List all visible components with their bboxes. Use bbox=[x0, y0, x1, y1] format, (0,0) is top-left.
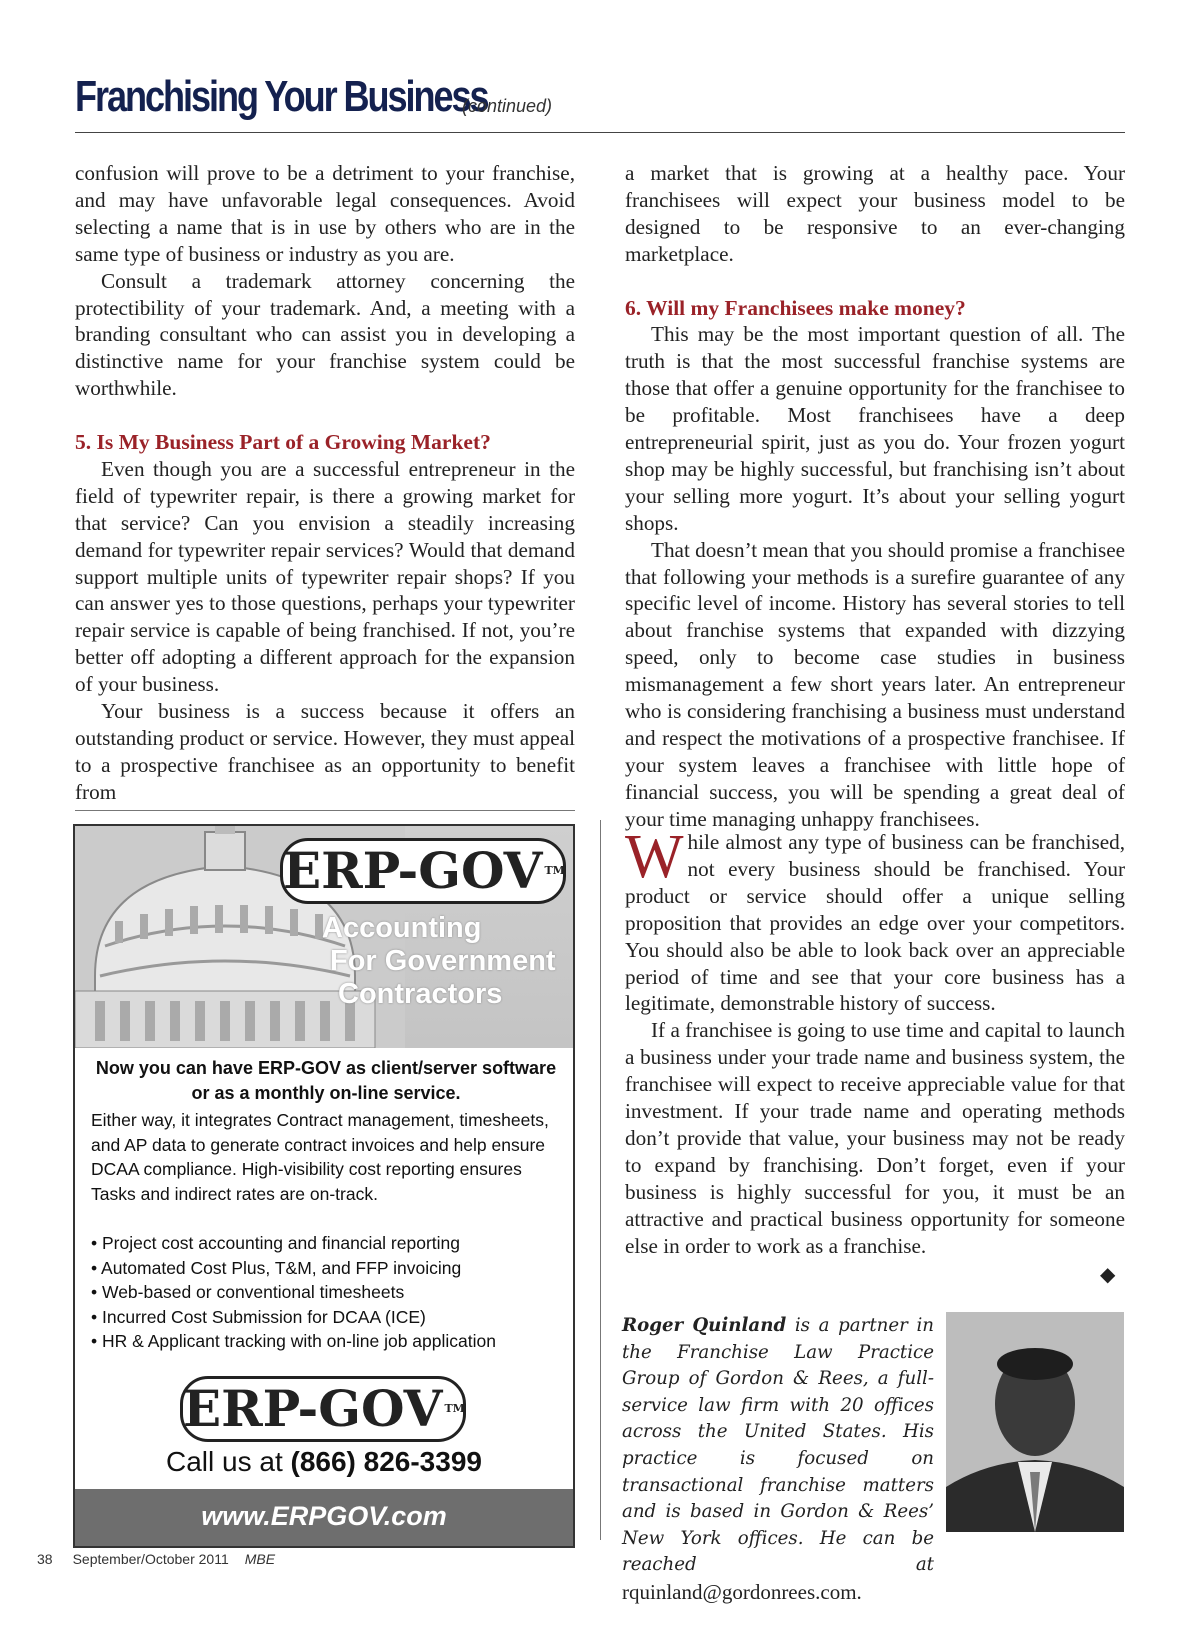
erp-gov-advertisement[interactable] bbox=[73, 824, 575, 1548]
drop-cap: W bbox=[625, 823, 684, 891]
issue-date: September/October 2011 bbox=[72, 1551, 229, 1567]
ad-tagline-line-1: Accounting bbox=[322, 912, 482, 944]
ad-phone-number[interactable]: (866) 826-3399 bbox=[290, 1446, 482, 1477]
section-heading-6: 6. Will my Franchisees make money? bbox=[625, 295, 966, 320]
column-divider bbox=[600, 820, 601, 1540]
erp-gov-logo: ERP-GOV TM bbox=[280, 838, 566, 904]
right-paragraph-1: a market that is growing at a healthy pace. Your franchisees will expect your business model to be designed to be responsive to an ever-changing marketplace. bbox=[625, 161, 1125, 266]
author-bio bbox=[622, 1313, 934, 1608]
author-email[interactable]: rquinland@gordonrees.com. bbox=[622, 1579, 862, 1604]
ad-feature-item: • HR & Applicant tracking with on-line job application bbox=[91, 1329, 561, 1354]
ad-description: Either way, it integrates Contract management, timesheets, and AP data to generate contract invoices and help ensure DCAA compliance. High-visibility cost reporting ensures Tasks and indirect rates are on-track. bbox=[91, 1110, 549, 1204]
author-bio-text: is a partner in the Franchise Law Practice Group of Gordon & Rees, a full-service law firm with 20 offices across the United States. His practice is focused on transactional franchise matters and is based in Gordon & Rees’ New York offices. He can be reached at bbox=[622, 1315, 935, 1576]
conclusion-section bbox=[625, 823, 1125, 1260]
ad-feature-item: • Web-based or conventional timesheets bbox=[91, 1280, 561, 1305]
page-number: 38 bbox=[37, 1551, 53, 1567]
end-of-article-icon: ◆ bbox=[1100, 1262, 1116, 1286]
author-photo bbox=[946, 1312, 1124, 1532]
author-portrait-icon bbox=[946, 1312, 1124, 1532]
ad-feature-item: • Automated Cost Plus, T&M, and FFP invoicing bbox=[91, 1256, 561, 1281]
ad-feature-list bbox=[91, 1231, 561, 1354]
ad-website-link[interactable]: www.ERPGOV.com bbox=[201, 1501, 447, 1531]
left-column bbox=[75, 160, 575, 806]
left-paragraph-2: Consult a trademark attorney concerning the protectibility of your trademark. And, a meeting with a branding consultant who can assist you in developing a distinctive name for your franchise system could be worthwhile. bbox=[75, 268, 575, 401]
ad-footer-bar bbox=[75, 1489, 573, 1548]
right-paragraph-3: That doesn’t mean that you should promise a franchisee that following your methods is a surefire guarantee of any specific level of income. History has several stories to tell about franchise systems that expanded with dizzying speed, only to become case studies in business mismanagement a few short years later. An entrepreneur who is considering franchising a business must understand and respect the motivations of a prospective franchisee. If your system leaves a franchisee with little hope of financial success, you will be spending a great deal of your time managing unhappy franchisees. bbox=[625, 537, 1125, 831]
ad-tagline-line-2: For Government bbox=[330, 945, 556, 977]
conclusion-paragraph-1 bbox=[625, 823, 1125, 1017]
ad-call-line: Call us at (866) 826-3399 bbox=[166, 1446, 482, 1477]
ad-tagline-line-3: Contractors bbox=[338, 978, 503, 1010]
erp-gov-logo-bottom: ERP-GOV TM bbox=[180, 1376, 466, 1442]
left-divider bbox=[75, 810, 575, 811]
ad-feature-item: • Project cost accounting and financial reporting bbox=[91, 1231, 561, 1256]
page-footer bbox=[37, 1551, 275, 1567]
continued-label: (continued) bbox=[462, 96, 553, 116]
right-paragraph-2: This may be the most important question of all. The truth is that the most successful franchise systems are those that offer a genuine opportunity for the franchisee to be profitable. Most franchisees have a deep entrepreneurial spirit, just as you do. Your frozen yogurt shop may be highly successful, but franchising isn’t about your selling more yogurt. It’s about your selling yogurt shops. bbox=[625, 322, 1125, 535]
left-paragraph-4: Your business is a success because it offers an outstanding product or service. However, they must appeal to a prospective franchisee as an opportunity to benefit from bbox=[75, 699, 575, 804]
left-paragraph-3: Even though you are a successful entrepreneur in the field of typewriter repair, is there a growing market for that service? Can you envision a steadily increasing demand for typewriter repair services? Would that demand support multiple units of typewriter repair shops? If you can answer yes to those questions, perhaps your typewriter repair service is capable of being franchised. If not, you’re better off adopting a different approach for the expansion of your business. bbox=[75, 456, 575, 697]
magazine-name: MBE bbox=[244, 1551, 276, 1567]
page-title: Franchising Your Business bbox=[75, 72, 488, 121]
conclusion-paragraph-1-text: hile almost any type of business can be franchised, not every business should be franchised. Your product or service should offer a unique selling proposition that provides an edge over your competitors. You should also be able to look back over an appreciable period of time and see that your core business has a legitimate, demonstrable history of success. bbox=[625, 830, 1125, 1016]
section-heading-5: 5. Is My Business Part of a Growing Market? bbox=[75, 430, 491, 455]
right-column bbox=[625, 160, 1125, 833]
author-name: Roger Quinland bbox=[622, 1315, 787, 1336]
ad-intro: Now you can have ERP-GOV as client/server software or as a monthly on-line service. bbox=[95, 1058, 557, 1103]
left-paragraph-1: confusion will prove to be a detriment to your franchise, and may have unfavorable legal consequences. Avoid selecting a name that is in use by others who are in the same type of business or industry as you are. bbox=[75, 161, 575, 266]
ad-banner bbox=[75, 826, 573, 1048]
conclusion-paragraph-2: If a franchisee is going to use time and capital to launch a business under your trade name and business system, the franchisee will expect to receive appreciable value for that investment. If your trade name and operating methods don’t provide that value, your business may not be ready to expand by franchising. Don’t forget, even if your business is highly successful for you, it must be an attractive and practical business opportunity for someone else in order to work as a franchise. bbox=[625, 1018, 1125, 1258]
page-header bbox=[75, 68, 1125, 133]
ad-feature-item: • Incurred Cost Submission for DCAA (ICE) bbox=[91, 1305, 561, 1330]
